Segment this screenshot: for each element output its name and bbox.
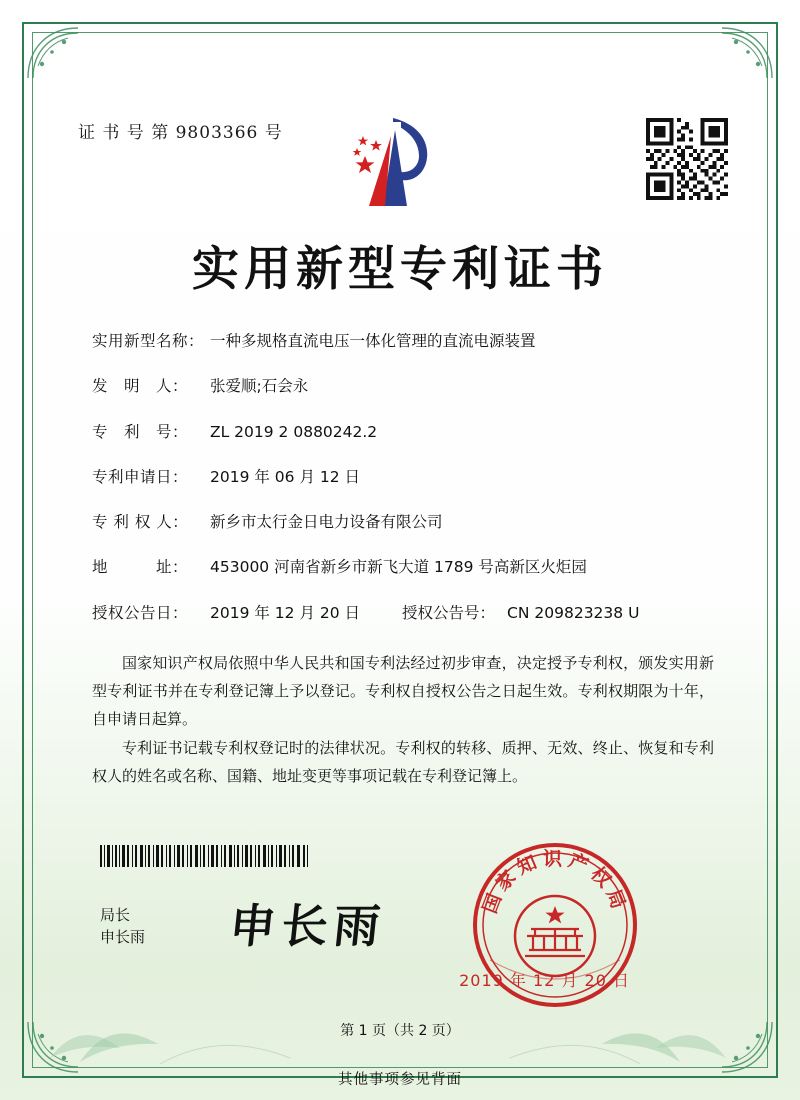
cnipa-emblem-icon bbox=[345, 110, 455, 215]
svg-text:国家知识产权局: 国家知识产权局 bbox=[478, 848, 632, 917]
field-label: 专 利 号： bbox=[92, 422, 189, 441]
qr-code-icon bbox=[646, 118, 728, 200]
field-row-application-date bbox=[92, 466, 720, 489]
handwritten-signature: 申长雨 bbox=[226, 899, 389, 953]
field-value: 2019 年 06 月 12 日 bbox=[210, 467, 361, 486]
field-value: 一种多规格直流电压一体化管理的直流电源装置 bbox=[210, 332, 536, 350]
field-label: 地 址： bbox=[92, 558, 189, 577]
field-label-secondary: 授权公告号： bbox=[402, 603, 496, 622]
legal-paragraph-2: 专利证书记载专利权登记时的法律状况。专利权的转移、质押、无效、终止、恢复和专利权人的姓名或名称、国籍、地址变更等事项记载在专利登记簿上。 bbox=[92, 739, 714, 785]
field-value: 新乡市太行金日电力设备有限公司 bbox=[210, 513, 443, 531]
page-number: 第 1 页（共 2 页） bbox=[340, 1023, 460, 1039]
field-value-secondary: CN 209823238 U bbox=[507, 603, 640, 622]
director-name: 申长雨 bbox=[100, 927, 146, 946]
certificate-number: 证 书 号 第 9803366 号 bbox=[78, 123, 283, 143]
director-block bbox=[100, 905, 145, 949]
field-label: 实用新型名称： bbox=[92, 332, 205, 350]
field-row-inventor bbox=[92, 375, 720, 398]
footer-note: 其他事项参见背面 bbox=[338, 1072, 462, 1088]
field-label: 发 明 人： bbox=[92, 377, 189, 396]
field-label: 专利申请日： bbox=[92, 467, 189, 486]
field-row-patentee bbox=[92, 511, 720, 534]
field-value: 张爱顺;石会永 bbox=[210, 377, 309, 396]
field-value: 2019 年 12 月 20 日 bbox=[210, 603, 361, 622]
field-row-utility-model-name bbox=[92, 330, 720, 353]
field-row-address bbox=[92, 556, 720, 579]
field-row-patent-number bbox=[92, 421, 720, 444]
director-label: 局长 bbox=[100, 906, 131, 924]
page-title: 实用新型专利证书 bbox=[192, 242, 608, 297]
corner-ornament-icon bbox=[26, 26, 80, 80]
legal-text bbox=[92, 650, 714, 793]
barcode-icon bbox=[100, 845, 310, 867]
field-label: 专 利 权 人： bbox=[92, 513, 189, 531]
field-value: 453000 河南省新乡市新飞大道 1789 号高新区火炬园 bbox=[210, 558, 587, 577]
corner-ornament-icon bbox=[720, 26, 774, 80]
field-value: ZL 2019 2 0880242.2 bbox=[210, 422, 378, 441]
seal-date: 2019 年 12 月 20 日 bbox=[459, 971, 630, 990]
field-row-grant-announcement bbox=[92, 602, 720, 625]
legal-paragraph-1: 国家知识产权局依照中华人民共和国专利法经过初步审查，决定授予专利权，颁发实用新型专利证书并在专利登记簿上予以登记。专利权自授权公告之日起生效。专利权期限为十年，自申请日起算。 bbox=[92, 654, 714, 728]
field-label: 授权公告日： bbox=[92, 603, 189, 622]
field-list bbox=[92, 330, 720, 647]
